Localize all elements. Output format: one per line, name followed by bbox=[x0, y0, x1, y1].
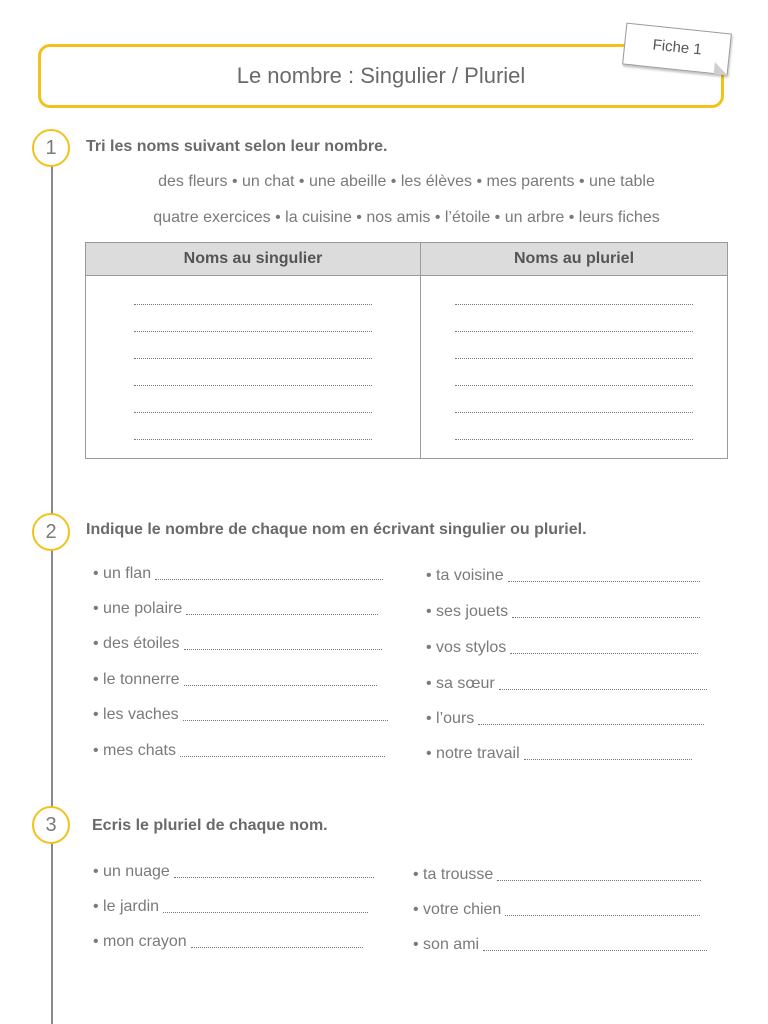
item-label: • vos stylos bbox=[426, 639, 507, 656]
answer-line[interactable] bbox=[455, 431, 693, 440]
item-label: • ta trousse bbox=[413, 866, 494, 883]
ex2-right-item[interactable] bbox=[426, 675, 707, 693]
answer-line[interactable] bbox=[455, 404, 693, 413]
answer-line[interactable] bbox=[483, 938, 707, 951]
sheet-tag-label: Fiche 1 bbox=[651, 36, 703, 59]
item-label: • le jardin bbox=[93, 898, 160, 915]
answer-line[interactable] bbox=[455, 377, 693, 386]
ex3-right-item[interactable] bbox=[413, 866, 701, 884]
answer-line[interactable] bbox=[155, 567, 383, 580]
answer-line[interactable] bbox=[134, 323, 372, 332]
ex2-left-item[interactable] bbox=[93, 706, 388, 724]
ex2-right-item[interactable] bbox=[426, 567, 700, 585]
ex2-right-item[interactable] bbox=[426, 745, 692, 763]
answer-line[interactable] bbox=[524, 747, 692, 760]
title-box bbox=[38, 44, 724, 108]
ex2-right-item[interactable] bbox=[426, 639, 698, 657]
answer-line[interactable] bbox=[512, 605, 700, 618]
item-label: • une polaire bbox=[93, 600, 183, 617]
answer-line[interactable] bbox=[191, 935, 363, 948]
ex2-left-item[interactable] bbox=[93, 600, 378, 618]
col-header-plural: Noms au pluriel bbox=[421, 243, 728, 276]
ex2-left-item[interactable] bbox=[93, 742, 385, 760]
ex3-left-item[interactable] bbox=[93, 898, 368, 916]
tag-fold-corner bbox=[714, 62, 729, 75]
answer-line[interactable] bbox=[184, 673, 377, 686]
ex2-left-item[interactable] bbox=[93, 565, 383, 583]
item-label: • votre chien bbox=[413, 901, 502, 918]
sort-table bbox=[85, 242, 728, 459]
page-title: Le nombre : Singulier / Pluriel bbox=[236, 63, 526, 88]
answer-line[interactable] bbox=[497, 868, 701, 881]
answer-line[interactable] bbox=[134, 296, 372, 305]
exercise2-instruction: Indique le nombre de chaque nom en écrivant singulier ou pluriel. bbox=[86, 521, 587, 538]
ex2-left-item[interactable] bbox=[93, 635, 382, 653]
answer-line[interactable] bbox=[134, 377, 372, 386]
item-label: • un nuage bbox=[93, 863, 170, 880]
item-label: • le tonnerre bbox=[93, 671, 180, 688]
answer-line[interactable] bbox=[510, 641, 698, 654]
ex2-right-item[interactable] bbox=[426, 710, 704, 728]
answer-line[interactable] bbox=[186, 602, 378, 615]
exercise1-words-line2: quatre exercices • la cuisine • nos amis • l’étoile • un arbre • leurs fiches bbox=[153, 209, 660, 226]
answer-line[interactable] bbox=[134, 431, 372, 440]
singular-answer-cell[interactable] bbox=[86, 276, 421, 459]
col-header-singular: Noms au singulier bbox=[86, 243, 421, 276]
item-label: • un flan bbox=[93, 565, 152, 582]
exercise-number-2: 2 bbox=[32, 513, 70, 551]
answer-line[interactable] bbox=[163, 900, 368, 913]
ex2-left-item[interactable] bbox=[93, 671, 377, 689]
plural-answer-cell[interactable] bbox=[421, 276, 728, 459]
item-label: • ta voisine bbox=[426, 567, 504, 584]
ex3-right-item[interactable] bbox=[413, 936, 707, 954]
exercise3-instruction: Ecris le pluriel de chaque nom. bbox=[92, 817, 328, 834]
answer-line[interactable] bbox=[174, 865, 374, 878]
item-label: • les vaches bbox=[93, 706, 179, 723]
answer-line[interactable] bbox=[134, 350, 372, 359]
answer-line[interactable] bbox=[455, 350, 693, 359]
item-label: • ses jouets bbox=[426, 603, 509, 620]
answer-line[interactable] bbox=[508, 569, 700, 582]
ex3-left-item[interactable] bbox=[93, 863, 374, 881]
answer-line[interactable] bbox=[184, 637, 382, 650]
answer-line[interactable] bbox=[134, 404, 372, 413]
item-label: • mon crayon bbox=[93, 933, 187, 950]
item-label: • l’ours bbox=[426, 710, 475, 727]
answer-line[interactable] bbox=[180, 744, 385, 757]
ex2-right-item[interactable] bbox=[426, 603, 700, 621]
answer-line[interactable] bbox=[505, 903, 700, 916]
item-label: • son ami bbox=[413, 936, 480, 953]
answer-line[interactable] bbox=[183, 708, 388, 721]
item-label: • des étoiles bbox=[93, 635, 180, 652]
item-label: • sa sœur bbox=[426, 675, 495, 692]
answer-line[interactable] bbox=[499, 677, 707, 690]
item-label: • mes chats bbox=[93, 742, 176, 759]
timeline-line bbox=[51, 150, 53, 1024]
ex3-left-item[interactable] bbox=[93, 933, 363, 951]
ex3-right-item[interactable] bbox=[413, 901, 700, 919]
answer-line[interactable] bbox=[455, 296, 693, 305]
exercise1-words-line1: des fleurs • un chat • une abeille • les élèves • mes parents • une table bbox=[158, 173, 655, 190]
answer-line[interactable] bbox=[478, 712, 704, 725]
item-label: • notre travail bbox=[426, 745, 520, 762]
answer-line[interactable] bbox=[455, 323, 693, 332]
exercise-number-1: 1 bbox=[32, 129, 70, 167]
exercise-number-3: 3 bbox=[32, 806, 70, 844]
exercise1-instruction: Tri les noms suivant selon leur nombre. bbox=[86, 138, 388, 155]
